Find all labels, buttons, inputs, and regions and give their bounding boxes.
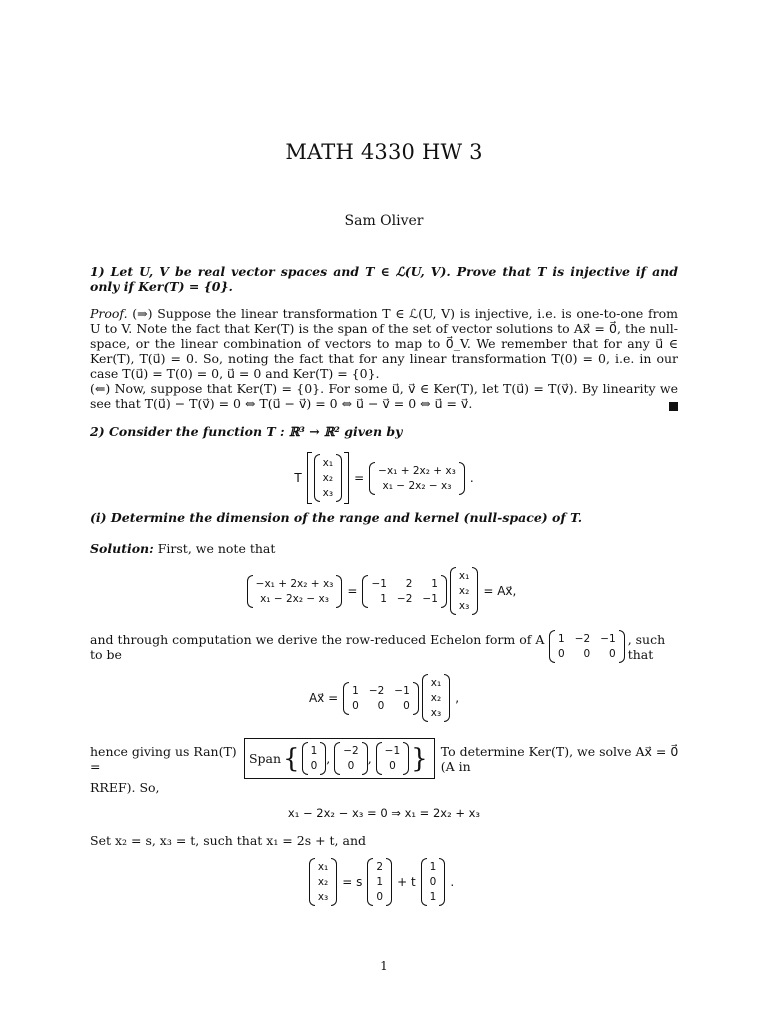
x-vector: x₁ x₂ x₃ <box>322 457 334 499</box>
matrix-equation-2: Ax⃗ = 1 −2 −1 0 0 0 x₁ x₂ x₃ , <box>0 674 768 722</box>
proof-label: Proof. <box>90 306 128 321</box>
problem-2-statement: 2) Consider the function T : ℝ³ → ℝ² given by <box>90 424 403 439</box>
solution-intro: Solution: First, we note that <box>90 541 276 556</box>
author-name: Sam Oliver <box>344 213 424 229</box>
image-vector: −x₁ + 2x₂ + x₃ x₁ − 2x₂ − x₃ <box>369 462 465 495</box>
x-vector: x₁ x₂ x₃ <box>309 858 337 906</box>
qed-symbol <box>669 402 678 411</box>
matrix-equation-1: −x₁ + 2x₂ + x₃ x₁ − 2x₂ − x₃ = −1 2 1 1 −2 −1 x₁ x₂ x₃ = Ax⃗, <box>0 567 768 615</box>
problem-1-statement: 1) Let U, V be real vector spaces and T ∈ ℒ(U, V). Prove that T is injective if and only if Ker(T) = {0}. <box>90 264 678 294</box>
page-number: 1 <box>380 959 388 973</box>
solution-label: Solution: <box>90 541 154 556</box>
converse-text: (⇐) Now, suppose that Ker(T) = {0}. For some u⃗, v⃗ ∈ Ker(T), let T(u⃗) = T(v⃗). By linearity we see that T(u⃗) − T(v⃗) = 0 ⇔ T(u⃗ − v⃗) = 0 ⇔ u⃗ − v⃗ = 0 ⇔ u⃗ = v⃗. <box>90 381 678 411</box>
definition-equation: T x₁ x₂ x₃ = −x₁ + 2x₂ + x₃ x₁ − 2x₂ − x₃ . <box>0 452 768 504</box>
proof-text: (⇒) Suppose the linear transformation T ∈ ℒ(U, V) is injective, i.e. is one-to-one from U to V. Note the fact that Ker(T) is the span of the set of vector solutions to Ax⃗ = 0⃗, the null-space, or the linear combination of vectors to map to 0⃗_V. We remember that for any u⃗ ∈ Ker(T), T(u⃗) = 0. So, noting the fact that for any linear transformation T(0) = 0, i.e. in our case T(u⃗) = T(0) = 0, u⃗ = 0 and Ker(T) = {0}. <box>90 306 679 381</box>
matrix-a: −1 2 1 1 −2 −1 <box>362 575 446 608</box>
x-vector: x₁ x₂ x₃ <box>450 567 478 615</box>
x-vector: x₁ x₂ x₃ <box>422 674 450 722</box>
operator-t: T <box>294 471 302 485</box>
parametrize-sentence: Set x₂ = s, x₃ = t, such that x₁ = 2s + t, and <box>90 833 367 848</box>
rref-sentence: and through computation we derive the row-reduced Echelon form of A to be 1 −2 −1 0 0 0 , such that <box>90 631 666 662</box>
range-span-box: Span { 1 0 , −2 0 , −1 0 } <box>244 738 435 779</box>
part-i-statement: (i) Determine the dimension of the range and kernel (null-space) of T. <box>90 510 583 525</box>
kernel-equation: x₁ − 2x₂ − x₃ = 0 ⇒ x₁ = 2x₂ + x₃ <box>287 806 481 820</box>
kernel-vector-t: 1 0 1 <box>421 858 446 906</box>
matrix-rref: 1 −2 −1 0 0 0 <box>549 630 625 663</box>
proof-paragraph <box>90 306 678 381</box>
range-sentence-cont: RREF). So, <box>90 780 160 795</box>
kernel-solution-equation: x₁ x₂ x₃ = s 2 1 0 + t 1 0 1 . <box>0 858 768 906</box>
kernel-vector-s: 2 1 0 <box>367 858 392 906</box>
converse-paragraph <box>90 381 678 411</box>
document-title: MATH 4330 HW 3 <box>285 140 483 164</box>
matrix-rref: 1 −2 −1 0 0 0 <box>343 682 419 715</box>
image-vector: −x₁ + 2x₂ + x₃ x₁ − 2x₂ − x₃ <box>247 575 343 608</box>
bracket-arg <box>307 452 349 504</box>
range-sentence: hence giving us Ran(T) = Span { 1 0 , −2 0 , −1 0 } To determine Ker(T), we solve Ax⃗ = 0⃗ (A in <box>90 738 690 779</box>
